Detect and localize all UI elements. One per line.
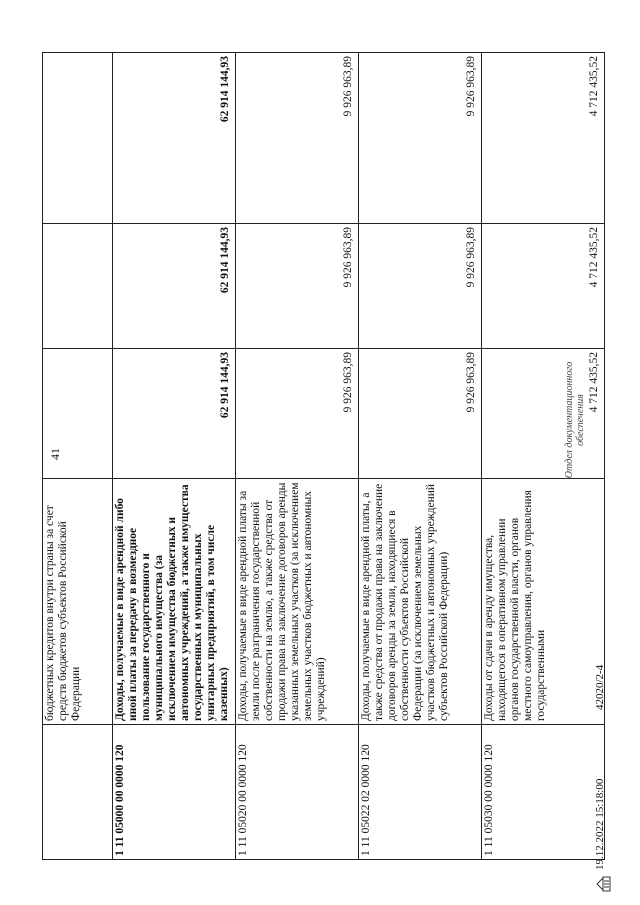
row-code (43, 725, 113, 860)
row-value-3: 62 914 144,93 (113, 53, 236, 224)
table-row (43, 53, 113, 860)
row-name: Доходы, получаемые в виде арендной платы за земли после разграничения государственной собственности на землю, а также средства от продажи права на заключение договоров аренды указанных земельных участков (за исключением земельных участков бюджетных и автономных учреждений) (236, 479, 359, 725)
row-value-2 (43, 224, 113, 349)
row-name: бюджетных кредитов внутри страны за счет средств бюджетов субъектов Российской Федерации (43, 479, 113, 725)
table-row (359, 53, 482, 860)
footer-date: 19.12.2022 15:18:00 (594, 778, 606, 870)
row-name: Доходы, получаемые в виде арендной платы, а также средства от продажи права на заключение договоров аренды за земли, находящиеся в собственности субъектов Российской Федерации (за исключением земельных участков бюджетных и автономных учреждений субъектов Российской Федерации) (359, 479, 482, 725)
table-row (482, 53, 605, 860)
table-row (113, 53, 236, 860)
table-row (236, 53, 359, 860)
row-value-3: 9 926 963,89 (236, 53, 359, 224)
row-value-3 (43, 53, 113, 224)
row-code: 1 11 05022 02 0000 120 (359, 725, 482, 860)
page-number: 41 (48, 448, 62, 460)
footer-doc-code: 42020/2-4 (594, 664, 606, 710)
row-value-1: 9 926 963,89 (359, 349, 482, 479)
row-name: Доходы, получаемые в виде арендной либо иной платы за передачу в возмездное пользование государственного и муниципального имущества (за исключением имущества бюджетных и автономных учреждений, а также имущества государственных и муниципальных унитарных предприятий, в том числе казенных) (113, 479, 236, 725)
document-emblem-icon (594, 875, 612, 893)
row-code: 1 11 05030 00 0000 120 (482, 725, 605, 860)
row-value-1: 9 926 963,89 (236, 349, 359, 479)
row-value-2: 9 926 963,89 (359, 224, 482, 349)
row-value-1: 4 712 435,52 (482, 349, 605, 479)
row-code: 1 11 05020 00 0000 120 (236, 725, 359, 860)
revenue-table (42, 52, 605, 860)
row-value-3: 4 712 435,52 (482, 53, 605, 224)
row-value-2: 9 926 963,89 (236, 224, 359, 349)
row-name: Доходы от сдачи в аренду имущества, находящегося в оперативном управлении органов государственной власти, органов местного самоуправления, органов управления государственными (482, 479, 605, 725)
row-value-1 (43, 349, 113, 479)
row-value-2: 4 712 435,52 (482, 224, 605, 349)
row-value-1: 62 914 144,93 (113, 349, 236, 479)
stamp-text: Отдел документационного обеспечения (564, 361, 586, 479)
row-value-3: 9 926 963,89 (359, 53, 482, 224)
row-value-2: 62 914 144,93 (113, 224, 236, 349)
row-code: 1 11 05000 00 0000 120 (113, 725, 236, 860)
